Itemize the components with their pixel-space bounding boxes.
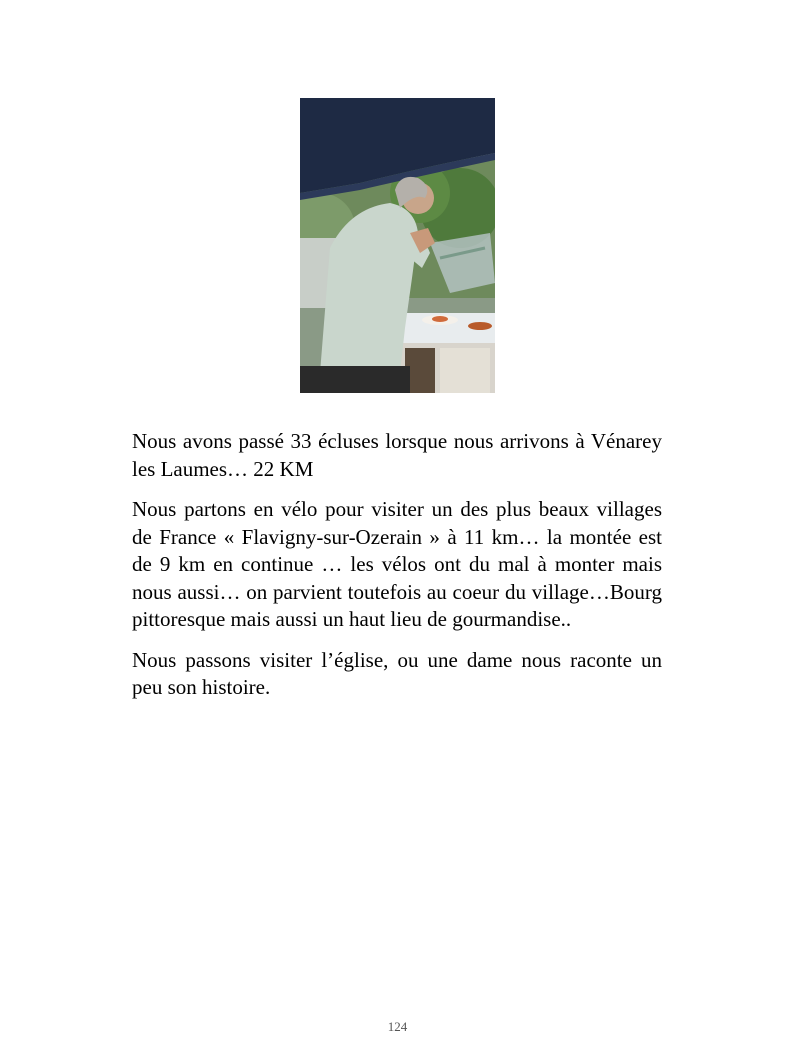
paragraph-2: Nous partons en vélo pour visiter un des plus beaux villages de France « Flavigny-sur-Ozerain » à 11 km… la montée est de 9 km en continue … les vélos ont du mal à monter mais nous aussi… on parvient toutefois au coeur du village…Bourg pittoresque mais aussi un haut lieu de gourmandise.. xyxy=(132,497,662,631)
body-text xyxy=(132,428,662,715)
boat-photo xyxy=(300,98,495,393)
paragraph-1: Nous avons passé 33 écluses lorsque nous arrivons à Vénarey les Laumes… 22 KM xyxy=(132,429,662,481)
page-number: 124 xyxy=(387,1019,408,1034)
paragraph-3: Nous passons visiter l’église, ou une dame nous raconte un peu son histoire. xyxy=(132,647,662,699)
